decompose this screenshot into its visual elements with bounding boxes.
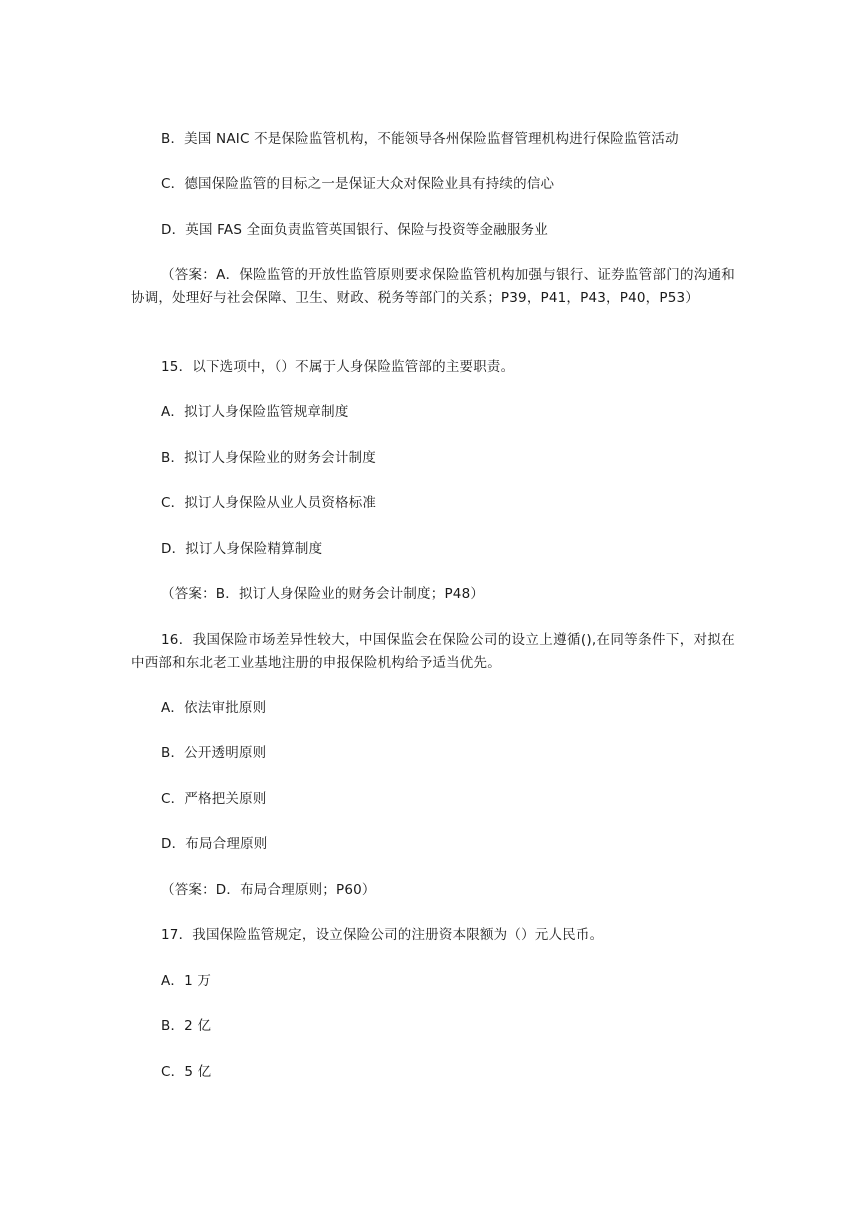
option-d-q14: D．英国 FAS 全面负责监管英国银行、保险与投资等金融服务业 [161, 222, 549, 238]
option-d-q16: D．布局合理原则 [161, 836, 268, 852]
answer-q14: （答案：A．保险监管的开放性监管原则要求保险监管机构加强与银行、证券监管部门的沟通和协调，处理好与社会保障、卫生、财政、税务等部门的关系；P39，P41，P43，P40，P53） [131, 267, 735, 306]
option-b-q15: B．拟订人身保险业的财务会计制度 [161, 450, 376, 466]
option-a-q15: A．拟订人身保险监管规章制度 [161, 404, 349, 420]
option-c-q16: C．严格把关原则 [161, 791, 267, 807]
option-c-q14: C．德国保险监管的目标之一是保证大众对保险业具有持续的信心 [161, 176, 555, 192]
question-16: 16．我国保险市场差异性较大，中国保监会在保险公司的设立上遵循(),在同等条件下，对拟在中西部和东北老工业基地注册的申报保险机构给予适当优先。 [131, 632, 735, 671]
option-d-q15: D．拟订人身保险精算制度 [161, 541, 323, 557]
option-a-q17: A．1 万 [161, 973, 212, 989]
answer-q15: （答案：B．拟订人身保险业的财务会计制度；P48） [161, 586, 485, 602]
answer-q16: （答案：D．布局合理原则；P60） [161, 882, 376, 898]
question-15: 15．以下选项中，（）不属于人身保险监管部的主要职责。 [161, 359, 515, 375]
option-b-q16: B．公开透明原则 [161, 745, 267, 761]
option-c-q15: C．拟订人身保险从业人员资格标准 [161, 495, 377, 511]
option-b-q14: B．美国 NAIC 不是保险监管机构，不能领导各州保险监督管理机构进行保险监管活动 [161, 131, 679, 147]
option-b-q17: B．2 亿 [161, 1018, 212, 1034]
question-17: 17．我国保险监管规定，设立保险公司的注册资本限额为（）元人民币。 [161, 927, 604, 943]
option-c-q17: C．5 亿 [161, 1064, 212, 1080]
option-a-q16: A．依法审批原则 [161, 700, 267, 716]
